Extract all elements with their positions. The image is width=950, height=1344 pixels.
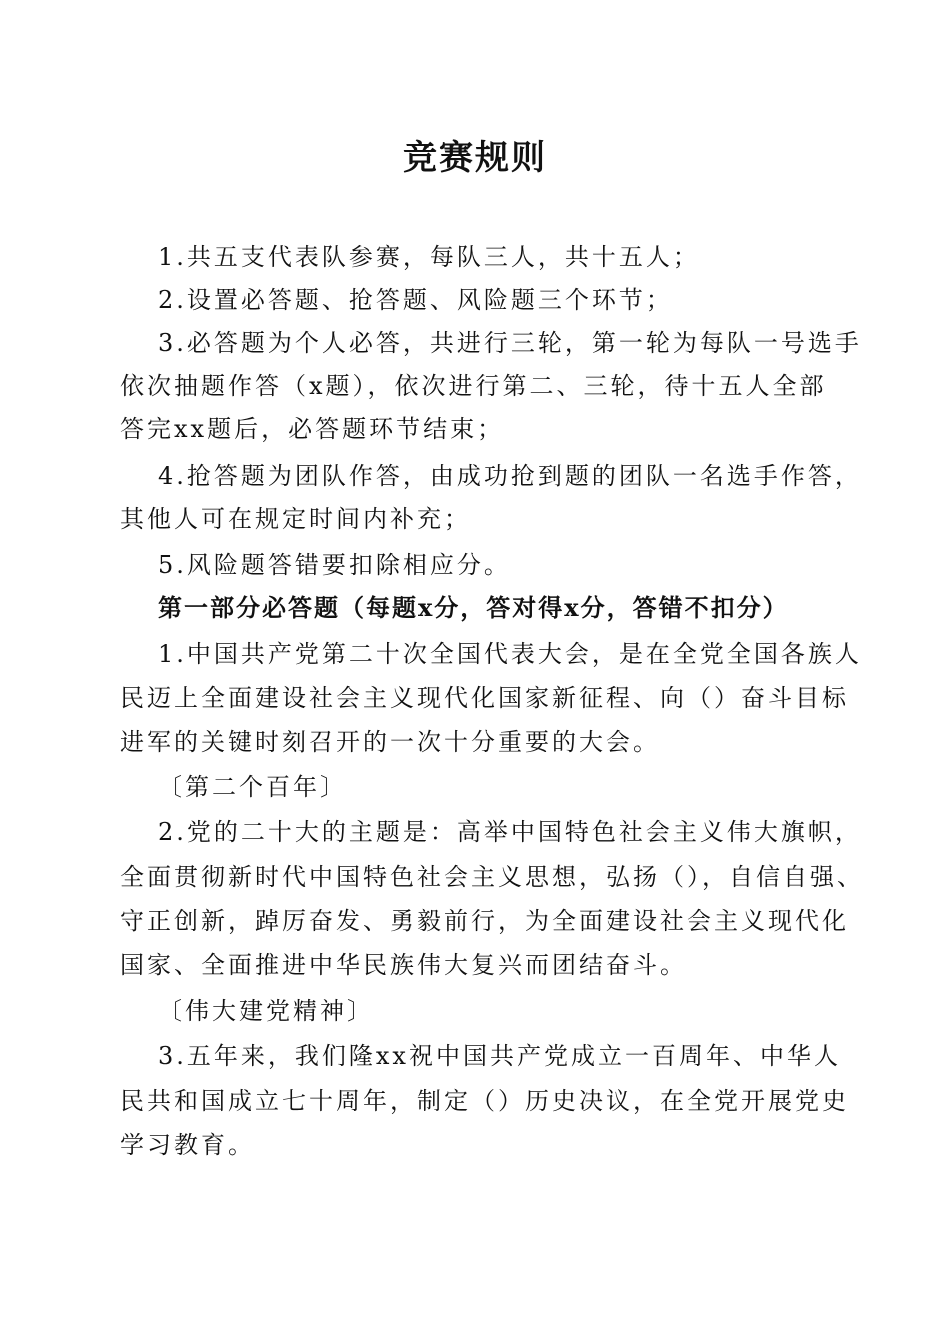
question-3-line-3: 学习教育。	[120, 1131, 255, 1159]
rule-3-line-1: 3.必答题为个人必答，共进行三轮，第一轮为每队一号选手	[158, 329, 862, 357]
question-2-answer: 〔伟大建党精神〕	[158, 997, 374, 1025]
question-2-line-1: 2.党的二十大的主题是：高举中国特色社会主义伟大旗帜，	[158, 818, 862, 846]
question-1-line-2: 民迈上全面建设社会主义现代化国家新征程、向（）奋斗目标	[120, 684, 849, 712]
rule-4-line-1: 4.抢答题为团队作答，由成功抢到题的团队一名选手作答，	[158, 462, 862, 490]
rule-5-line-1: 5.风险题答错要扣除相应分。	[158, 551, 511, 579]
question-2-line-2: 全面贯彻新时代中国特色社会主义思想，弘扬（），自信自强、	[120, 863, 864, 891]
question-1-answer: 〔第二个百年〕	[158, 773, 347, 801]
question-3-line-1: 3.五年来，我们隆xx祝中国共产党成立一百周年、中华人	[158, 1042, 841, 1070]
question-3-line-2: 民共和国成立七十周年，制定（）历史决议，在全党开展党史	[120, 1087, 849, 1115]
question-1-line-3: 进军的关键时刻召开的一次十分重要的大会。	[120, 728, 660, 756]
rule-2-line-1: 2.设置必答题、抢答题、风险题三个环节；	[158, 286, 673, 314]
question-2-line-4: 国家、全面推进中华民族伟大复兴而团结奋斗。	[120, 951, 687, 979]
rule-4-line-2: 其他人可在规定时间内补充；	[120, 505, 471, 533]
question-1-line-1: 1.中国共产党第二十次全国代表大会，是在全党全国各族人	[158, 640, 862, 668]
rule-3-line-3: 答完xx题后，必答题环节结束；	[120, 415, 505, 443]
section-heading: 第一部分必答题（每题x分，答对得x分，答错不扣分）	[158, 593, 789, 622]
rule-3-line-2: 依次抽题作答（x题），依次进行第二、三轮，待十五人全部	[120, 372, 827, 400]
rule-1-line-1: 1.共五支代表队参赛，每队三人，共十五人；	[158, 243, 700, 271]
question-2-line-3: 守正创新，踔厉奋发、勇毅前行，为全面建设社会主义现代化	[120, 907, 849, 935]
document-title: 竞赛规则	[403, 138, 547, 178]
